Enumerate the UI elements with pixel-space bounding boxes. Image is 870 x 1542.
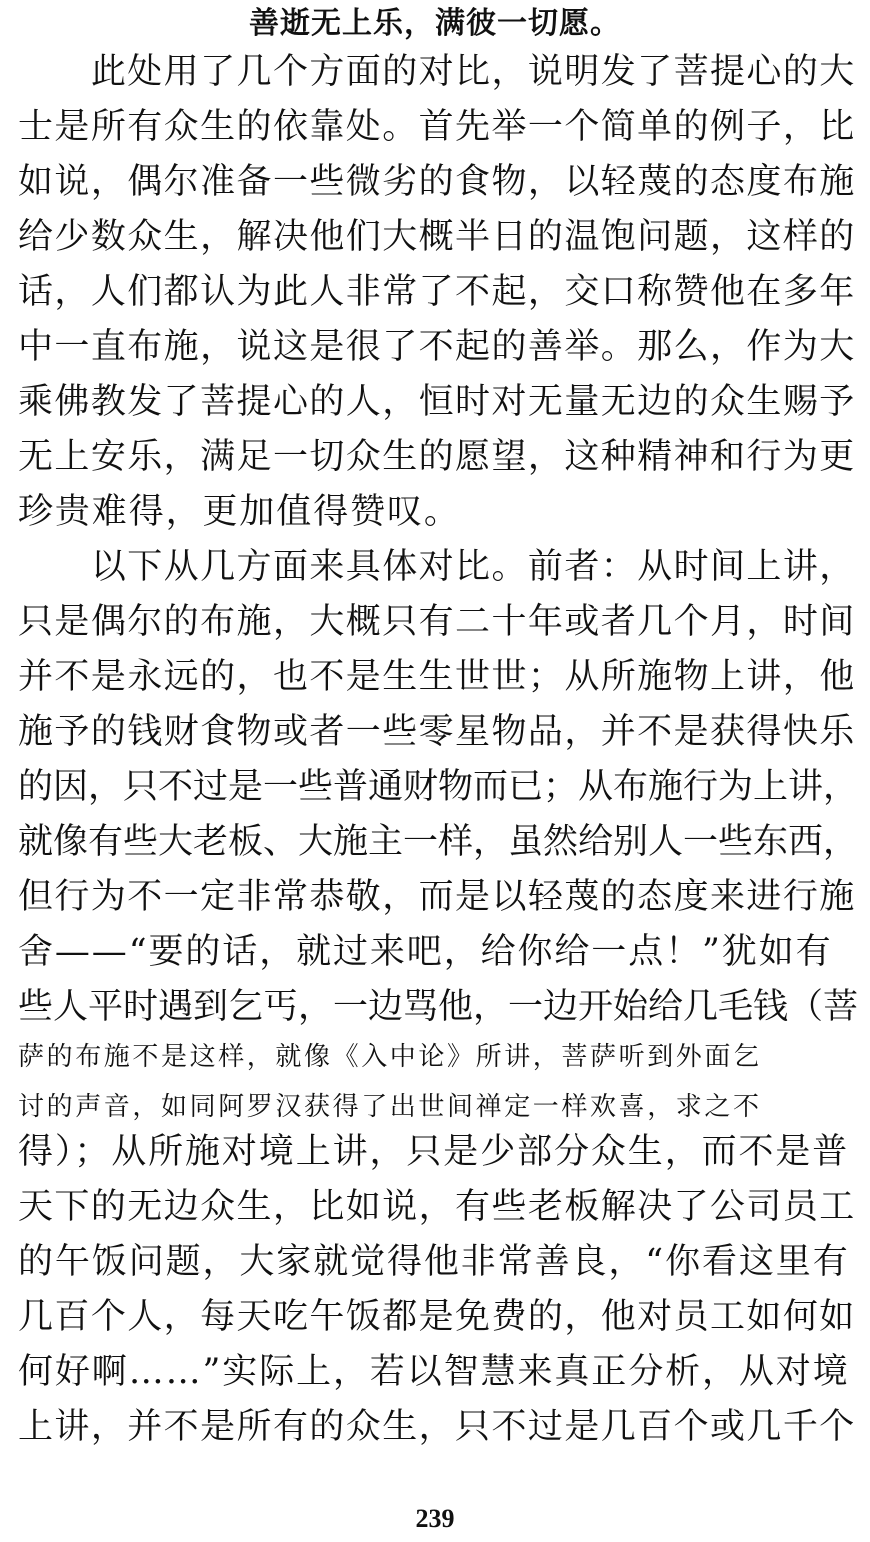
text-line: 何好啊……”实际上，若以智慧来真正分析，从对境 (18, 1352, 850, 1392)
text-line: 的因，只不过是一些普通财物而已；从布施行为上讲， (18, 767, 859, 807)
text-line: 的午饭问题，大家就觉得他非常善良，“你看这里有 (18, 1242, 850, 1282)
text-line: 施予的钱财食物或者一些零星物品，并不是获得快乐 (18, 712, 856, 752)
text-line: 乘佛教发了菩提心的人，恒时对无量无边的众生赐予 (18, 382, 856, 422)
text-line: 上讲，并不是所有的众生，只不过是几百个或几千个 (18, 1407, 856, 1447)
text-line: 以下从几方面来具体对比。前者：从时间上讲， (18, 547, 856, 587)
text-line: 得）；从所施对境上讲，只是少部分众生，而不是普 (18, 1132, 850, 1172)
text-line: 天下的无边众生，比如说，有些老板解决了公司员工 (18, 1187, 856, 1227)
verse-line: 善逝无上乐，满彼一切愿。 (249, 6, 621, 41)
text-line: 话，人们都认为此人非常了不起，交口称赞他在多年 (18, 272, 856, 312)
text-line: 几百个人，每天吃午饭都是免费的，他对员工如何如 (18, 1297, 856, 1337)
text-line: 士是所有众生的依靠处。首先举一个简单的例子，比 (18, 107, 856, 147)
text-line: 就像有些大老板、大施主一样，虽然给别人一些东西， (18, 822, 859, 862)
text-line: 如说，偶尔准备一些微劣的食物，以轻蔑的态度布施 (18, 162, 856, 202)
text-line: 给少数众生，解决他们大概半日的温饱问题，这样的 (18, 217, 856, 257)
annotation-line: 萨的布施不是这样，就像《入中论》所讲，菩萨听到外面乞 (18, 1042, 762, 1072)
text-line: 并不是永远的，也不是生生世世；从所施物上讲，他 (18, 657, 856, 697)
text-line: 无上安乐，满足一切众生的愿望，这种精神和行为更 (18, 437, 856, 477)
text-line: 中一直布施，说这是很了不起的善举。那么，作为大 (18, 327, 856, 367)
text-line: 些人平时遇到乞丐，一边骂他，一边开始给几毛钱（菩 (18, 987, 859, 1027)
text-line: 舍——“要的话，就过来吧，给你给一点！”犹如有 (18, 932, 833, 972)
page-number: 239 (415, 1504, 455, 1533)
text-line: 珍贵难得，更加值得赞叹。 (18, 492, 461, 532)
text-line: 只是偶尔的布施，大概只有二十年或者几个月，时间 (18, 602, 856, 642)
text-line: 此处用了几个方面的对比，说明发了菩提心的大 (18, 52, 856, 92)
text-line: 但行为不一定非常恭敬，而是以轻蔑的态度来进行施 (18, 877, 856, 917)
annotation-line: 讨的声音，如同阿罗汉获得了出世间禅定一样欢喜，求之不 (18, 1092, 762, 1122)
